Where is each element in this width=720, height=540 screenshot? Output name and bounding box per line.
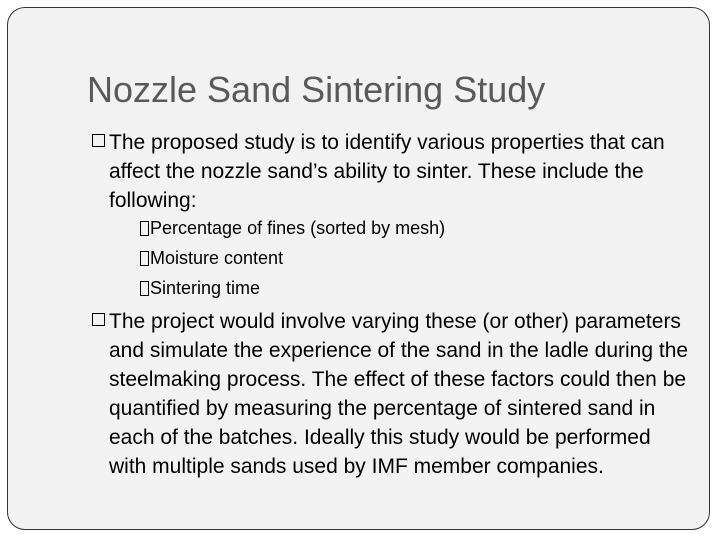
- sub-bullet-text: Sintering time: [150, 278, 261, 298]
- bullet-text: The project would involve varying these (or other) parameters and simulate the experience of the sand in the ladle during the steelmaking process. The effect of these factors could then be quantified by measuring the percentage of sintered sand in each of the batches. Ideally this study would be performed with multiple sands used by IMF member companies.: [109, 310, 689, 478]
- bullet-item-proposed-study: [92, 128, 692, 215]
- sub-bullet-text: Percentage of fines (sorted by mesh): [150, 218, 446, 238]
- bullet-item-project-scope: [92, 307, 692, 481]
- sub-bullet-list: [140, 213, 445, 303]
- placeholder-box-bullet-icon: [140, 221, 149, 236]
- slide-frame: [7, 7, 710, 530]
- sub-bullet-text: Moisture content: [150, 248, 284, 268]
- slide-title: Nozzle Sand Sintering Study: [87, 69, 546, 110]
- hollow-square-bullet-icon: [92, 313, 105, 326]
- placeholder-box-bullet-icon: [140, 251, 149, 266]
- placeholder-box-bullet-icon: [140, 281, 149, 296]
- bullet-text: The proposed study is to identify various properties that can affect the nozzle sand’s ability to sinter. These include the following:: [109, 131, 665, 212]
- sub-bullet-item-moisture: [140, 243, 445, 273]
- sub-bullet-item-fines: [140, 213, 445, 243]
- hollow-square-bullet-icon: [92, 134, 105, 147]
- sub-bullet-item-sintering-time: [140, 273, 445, 303]
